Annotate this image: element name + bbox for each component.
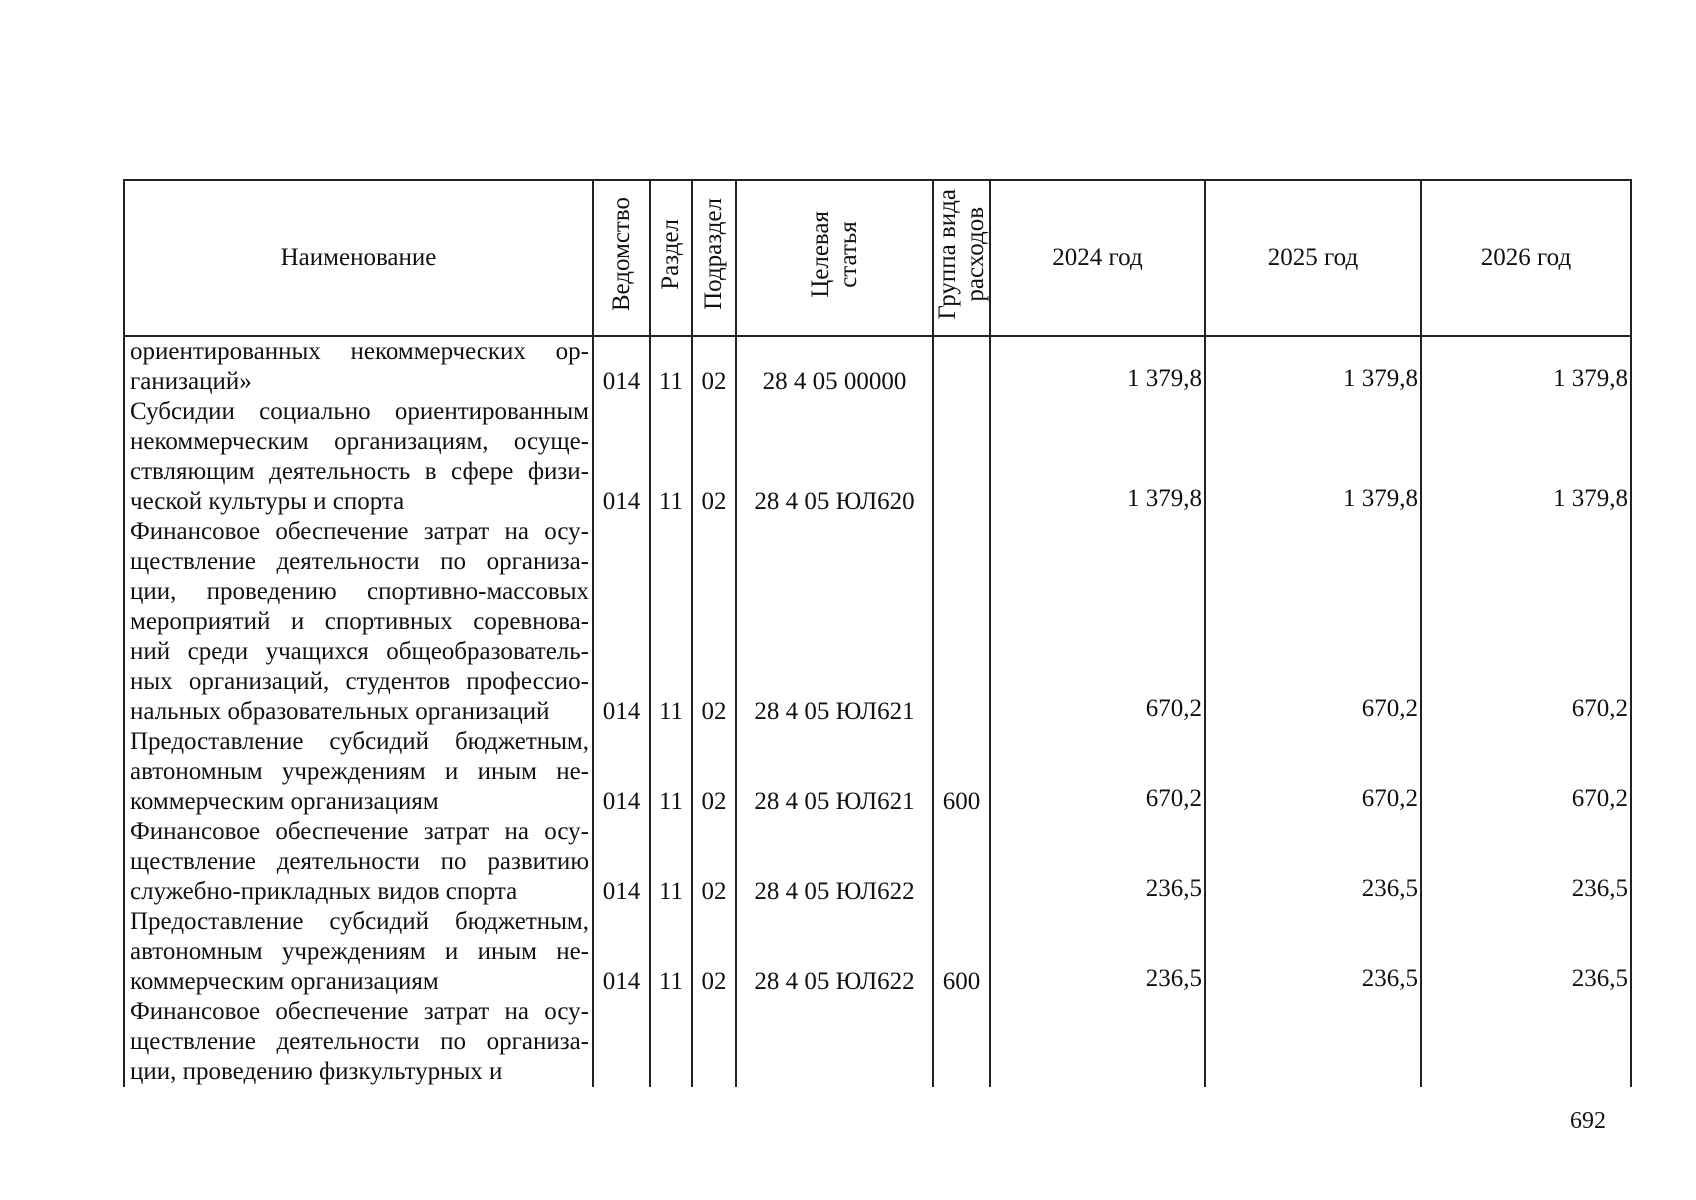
budget-table — [123, 179, 1632, 1087]
row-value-2024-text: 1 379,8 — [1127, 365, 1202, 392]
row-name — [124, 907, 593, 997]
row-subsection — [692, 397, 736, 517]
row-name-line: ции, проведению физкультурных и — [130, 1058, 503, 1085]
header-department: Ведомство — [593, 180, 650, 336]
row-expense-group — [933, 817, 990, 907]
row-target-item — [736, 907, 933, 997]
row-value-2026 — [1421, 397, 1631, 517]
row-value-2024-text: 670,2 — [1145, 695, 1202, 722]
row-value-2024-text: 670,2 — [1145, 785, 1202, 812]
table-row — [124, 727, 1631, 817]
row-value-2025-text: 1 379,8 — [1343, 365, 1418, 392]
row-value-2026 — [1421, 817, 1631, 907]
row-subsection — [692, 727, 736, 817]
row-subsection-text: 02 — [701, 968, 727, 995]
row-department — [593, 907, 650, 997]
row-target-item — [736, 517, 933, 727]
row-value-2024 — [990, 727, 1205, 817]
table-row — [124, 517, 1631, 727]
row-expense-group — [933, 997, 990, 1087]
row-value-2025-text: 236,5 — [1361, 965, 1418, 992]
row-name-line: нальных образовательных организаций — [130, 698, 550, 725]
row-value-2026 — [1421, 907, 1631, 997]
row-subsection — [692, 997, 736, 1087]
row-target-item-text: 28 4 05 ЮЛ622 — [754, 968, 915, 995]
header-year-2026: 2026 год — [1421, 180, 1631, 336]
row-section-text: 11 — [658, 968, 684, 995]
row-subsection-text: 02 — [701, 368, 727, 395]
row-name-line: ществление деятельности по организа- — [130, 1028, 589, 1055]
row-target-item-text: 28 4 05 ЮЛ620 — [754, 488, 915, 515]
row-name-line: коммерческим организациям — [130, 968, 439, 995]
row-value-2026 — [1421, 517, 1631, 727]
header-target-item: Целевая статья — [736, 180, 933, 336]
row-department-text: 014 — [602, 368, 641, 395]
row-section — [650, 997, 692, 1087]
table-row — [124, 397, 1631, 517]
row-section — [650, 907, 692, 997]
row-department — [593, 817, 650, 907]
row-name-line: ганизаций» — [130, 368, 252, 395]
row-target-item — [736, 817, 933, 907]
header-section: Раздел — [650, 180, 692, 336]
row-value-2024 — [990, 336, 1205, 397]
page-number: 692 — [1570, 1108, 1606, 1134]
row-department-text: 014 — [602, 788, 641, 815]
table-row — [124, 907, 1631, 997]
row-department — [593, 727, 650, 817]
row-section-text: 11 — [658, 368, 684, 395]
row-value-2025 — [1205, 517, 1421, 727]
row-section-text: 11 — [658, 488, 684, 515]
row-value-2026 — [1421, 336, 1631, 397]
row-section-text: 11 — [658, 878, 684, 905]
row-name-line: Предоставление субсидий бюджетным, — [130, 908, 589, 935]
row-name-line: служебно-прикладных видов спорта — [130, 878, 518, 905]
row-section-text: 11 — [658, 698, 684, 725]
row-value-2026 — [1421, 997, 1631, 1087]
row-name — [124, 397, 593, 517]
row-name-line: Финансовое обеспечение затрат на осу- — [130, 998, 589, 1025]
table-row — [124, 997, 1631, 1087]
row-name — [124, 997, 593, 1087]
row-subsection-text: 02 — [701, 788, 727, 815]
row-value-2025 — [1205, 336, 1421, 397]
row-section — [650, 397, 692, 517]
header-year-2024: 2024 год — [990, 180, 1205, 336]
table-row — [124, 817, 1631, 907]
row-name-line: ний среди учащихся общеобразователь- — [130, 638, 589, 665]
row-value-2026-text: 1 379,8 — [1553, 485, 1628, 512]
row-value-2025-text: 236,5 — [1361, 875, 1418, 902]
row-expense-group — [933, 397, 990, 517]
row-value-2025-text: 670,2 — [1361, 785, 1418, 812]
row-value-2024 — [990, 517, 1205, 727]
row-department — [593, 397, 650, 517]
row-value-2024 — [990, 907, 1205, 997]
row-value-2024-text: 236,5 — [1145, 875, 1202, 902]
row-target-item-text: 28 4 05 ЮЛ621 — [754, 788, 915, 815]
row-value-2024-text: 1 379,8 — [1127, 485, 1202, 512]
row-name-line: Предоставление субсидий бюджетным, — [130, 728, 589, 755]
table-header-row — [124, 180, 1631, 336]
row-value-2025 — [1205, 997, 1421, 1087]
header-name: Наименование — [124, 180, 593, 336]
row-department-text: 014 — [602, 878, 641, 905]
row-name-line: Финансовое обеспечение затрат на осу- — [130, 518, 589, 545]
row-expense-group — [933, 907, 990, 997]
row-value-2026-text: 670,2 — [1571, 695, 1628, 722]
row-name-line: Финансовое обеспечение затрат на осу- — [130, 818, 589, 845]
row-target-item-text: 28 4 05 00000 — [762, 368, 907, 395]
row-value-2026-text: 1 379,8 — [1553, 365, 1628, 392]
row-department — [593, 997, 650, 1087]
header-subsection: Подраздел — [692, 180, 736, 336]
row-section — [650, 727, 692, 817]
row-name-line: ствляющим деятельность в сфере физи- — [130, 458, 589, 485]
row-subsection-text: 02 — [701, 488, 727, 515]
row-expense-group-text: 600 — [942, 788, 981, 815]
row-expense-group — [933, 336, 990, 397]
row-target-item-text: 28 4 05 ЮЛ622 — [754, 878, 915, 905]
header-year-2025: 2025 год — [1205, 180, 1421, 336]
row-value-2025-text: 670,2 — [1361, 695, 1418, 722]
row-subsection — [692, 517, 736, 727]
header-expense-group: Группа вида расходов — [933, 180, 990, 336]
row-subsection — [692, 817, 736, 907]
row-name — [124, 517, 593, 727]
row-value-2024 — [990, 397, 1205, 517]
row-value-2026-text: 236,5 — [1571, 875, 1628, 902]
row-value-2025 — [1205, 397, 1421, 517]
row-value-2026-text: 236,5 — [1571, 965, 1628, 992]
row-section — [650, 517, 692, 727]
row-department-text: 014 — [602, 968, 641, 995]
row-subsection-text: 02 — [701, 698, 727, 725]
row-name-line: Субсидии социально ориентированным — [130, 398, 589, 425]
row-subsection — [692, 336, 736, 397]
row-name-line: ческой культуры и спорта — [130, 488, 405, 515]
table-row — [124, 336, 1631, 397]
row-expense-group-text: 600 — [942, 968, 981, 995]
row-value-2026-text: 670,2 — [1571, 785, 1628, 812]
row-name-line: ществление деятельности по организа- — [130, 548, 589, 575]
row-value-2024 — [990, 817, 1205, 907]
row-expense-group — [933, 727, 990, 817]
row-target-item — [736, 727, 933, 817]
row-department-text: 014 — [602, 488, 641, 515]
row-value-2025 — [1205, 907, 1421, 997]
row-department — [593, 336, 650, 397]
row-target-item — [736, 397, 933, 517]
row-value-2026 — [1421, 727, 1631, 817]
row-value-2025 — [1205, 817, 1421, 907]
row-name-line: ществление деятельности по развитию — [130, 848, 589, 875]
row-name — [124, 727, 593, 817]
row-section-text: 11 — [658, 788, 684, 815]
row-name-line: автономным учреждениям и иным не- — [130, 758, 589, 785]
row-value-2024 — [990, 997, 1205, 1087]
row-target-item — [736, 336, 933, 397]
row-subsection — [692, 907, 736, 997]
row-name — [124, 336, 593, 397]
row-section — [650, 336, 692, 397]
row-section — [650, 817, 692, 907]
row-name — [124, 817, 593, 907]
row-department — [593, 517, 650, 727]
row-name-line: автономным учреждениям и иным не- — [130, 938, 589, 965]
row-value-2025-text: 1 379,8 — [1343, 485, 1418, 512]
row-value-2025 — [1205, 727, 1421, 817]
row-name-line: ции, проведению спортивно-массовых — [130, 578, 589, 605]
row-value-2024-text: 236,5 — [1145, 965, 1202, 992]
row-name-line: мероприятий и спортивных соревнова- — [130, 608, 589, 635]
row-subsection-text: 02 — [701, 878, 727, 905]
row-name-line: ориентированных некоммерческих ор- — [130, 338, 589, 365]
row-name-line: некоммерческим организациям, осуще- — [130, 428, 589, 455]
row-name-line: ных организаций, студентов профессио- — [130, 668, 589, 695]
row-expense-group — [933, 517, 990, 727]
row-name-line: коммерческим организациям — [130, 788, 439, 815]
row-department-text: 014 — [602, 698, 641, 725]
table-body — [124, 336, 1631, 1087]
row-target-item — [736, 997, 933, 1087]
row-target-item-text: 28 4 05 ЮЛ621 — [754, 698, 915, 725]
